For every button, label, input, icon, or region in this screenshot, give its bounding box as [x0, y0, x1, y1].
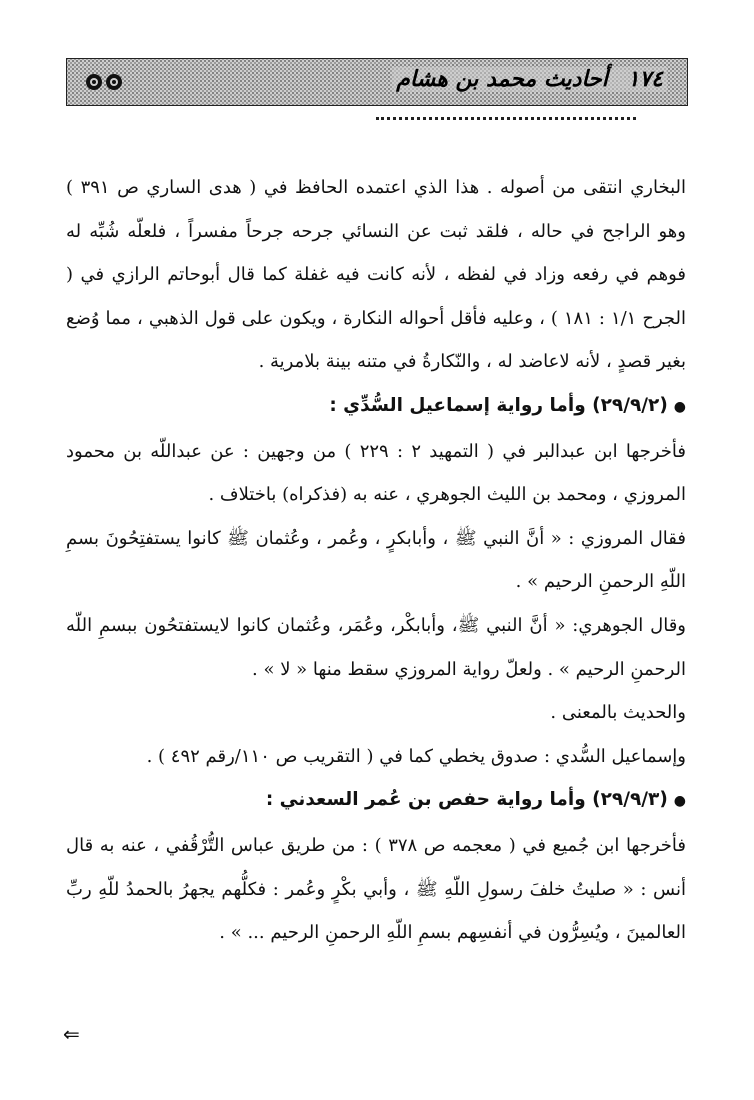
running-title: أحاديث محمد بن هشام: [396, 67, 608, 92]
section1-paragraph-2: فقال المروزي : « أنَّ النبي ﷺ ، وأبابكرٍ ، وعُمر ، وعُثمان ﷺ كانوا يستفتِحُونَ بسمِ اللّهِ الرحمنِ الرحيم » .: [66, 527, 686, 593]
continue-arrow-icon: ⇐: [63, 1022, 80, 1046]
section1-paragraph-4: والحديث بالمعنى .: [550, 702, 686, 724]
page-number: ١٧٤: [627, 67, 663, 92]
bullet-icon: ●: [673, 398, 686, 415]
section-heading-2-text: (٢٩/٩/٣) وأما رواية حفص بن عُمر السعدني :: [265, 789, 668, 811]
page-header: [66, 58, 688, 106]
ornament-icon: [83, 73, 127, 91]
section-heading-1-text: (٢٩/٩/٢) وأما رواية إسماعيل السُّدِّي :: [329, 394, 668, 416]
dotted-separator: [376, 117, 636, 120]
section1-paragraph-5: وإسماعيل السُّدي : صدوق يخطي كما في ( التقريب ص ١١٠/رقم ٤٩٢ ) .: [146, 745, 686, 767]
main-text: [66, 166, 686, 955]
header-title-group: [392, 67, 667, 92]
intro-paragraph: البخاري انتقى من أصوله . هذا الذي اعتمده الحافظ في ( هدى الساري ص ٣٩١ ) وهو الراجح في حاله ، فلقد ثبت عن النسائي جرحه جرحاً مفسراً ، فلعلّه شُبِّه له فوهم في رفعه وزاد في لفظه ، لأنه كانت فيه غفلة كما قال أبوحاتم الرازي في ( الجرح ١/١ : ١٨١ ) ، وعليه فأقل أحواله النكارة ، ويكون على قول الذهبي ، مما وُضع بغير قصدٍ ، لأنه لاعاضد له ، والنّكارةُ في متنه بينة بلامرية .: [66, 177, 687, 373]
section-heading-2: [66, 778, 686, 824]
section1-paragraph-3: وقال الجوهري: « أنَّ النبي ﷺ، وأبابكْر، وعُمَر، وعُثمان كانوا لايستفتحُون ببسمِ اللّه الرحمنِ الرحيم » . ولعلّ رواية المروزي سقط منها « لا » .: [66, 614, 686, 680]
section1-paragraph-1: فأخرجها ابن عبدالبر في ( التمهيد ٢ : ٢٢٩ ) من وجهين : عن عبداللّه بن محمود المروزي ، ومحمد بن الليث الجوهري ، عنه به (فذكراه) باختلاف .: [66, 440, 686, 506]
bullet-icon: ●: [673, 793, 686, 810]
section2-paragraph-1: فأخرجها ابن جُميع في ( معجمه ص ٣٧٨ ) : من طريق عباس التُّرْقُفي ، عنه به قال أنس : « صليتُ خلفَ رسولِ اللّهِ ﷺ ، وأبي بكْرٍ وعُمر : فكلُّهم يجهرُ بالحمدُ للّهِ ربِّ العالمينَ ، ويُسِرُّون في أنفسِهم بسمِ اللّهِ الرحمنِ الرحيم ... » .: [66, 834, 687, 944]
section-heading-1: [66, 384, 686, 430]
